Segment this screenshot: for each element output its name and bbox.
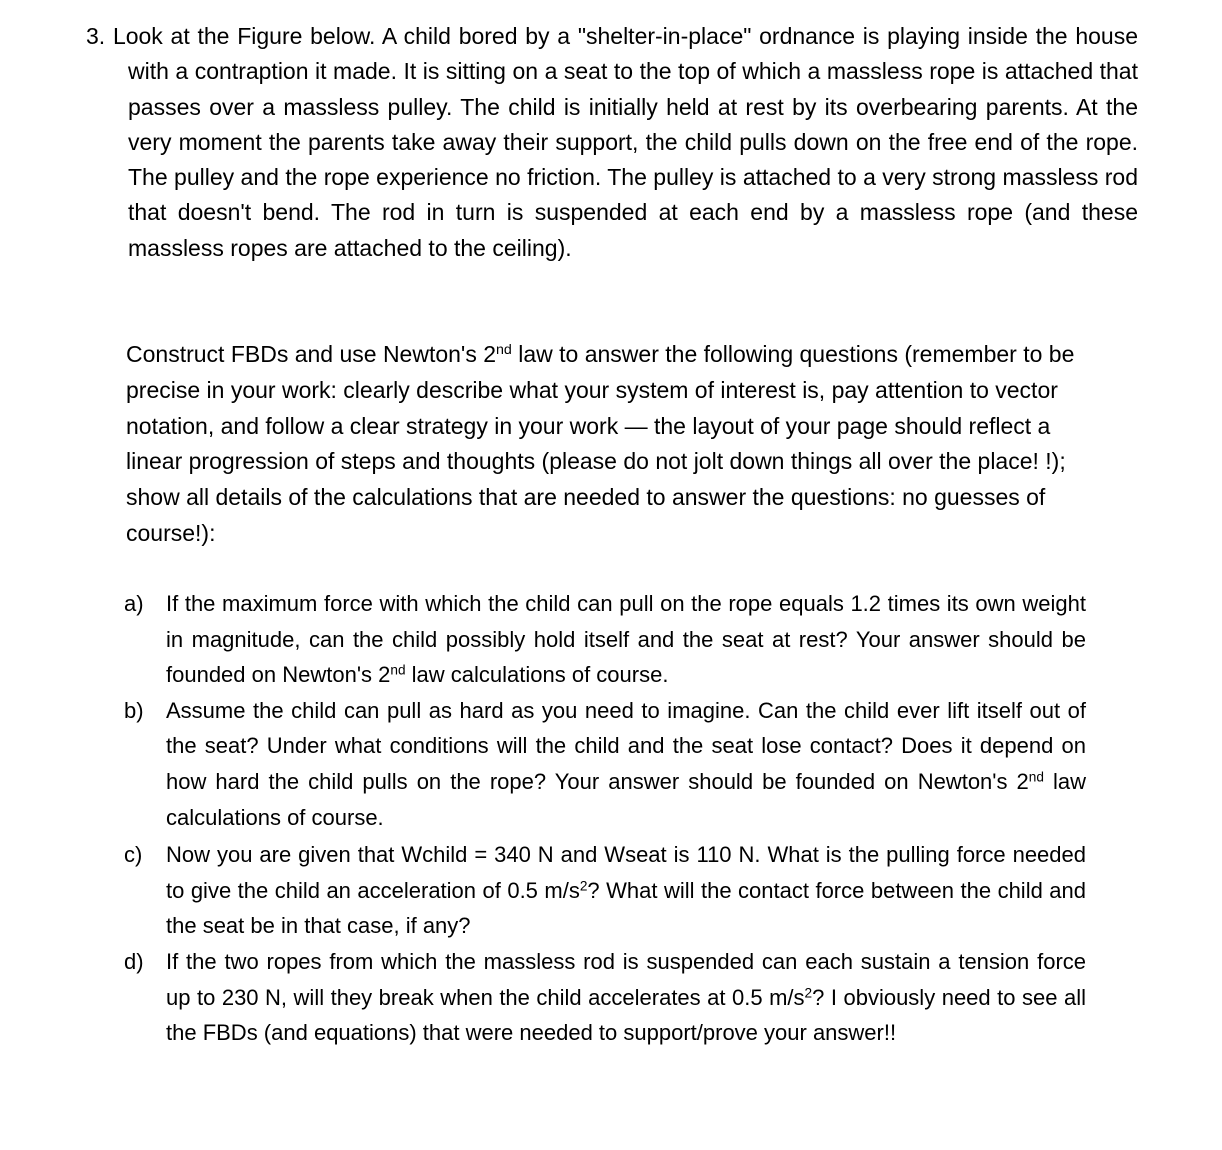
question-list bbox=[124, 586, 1086, 1051]
question-a-superscript: nd bbox=[390, 662, 406, 678]
problem-text: Look at the Figure below. A child bored by a "shelter-in-place" ordnance is playing inside the house with a contraption it made. It is sitting on a seat to the top of which a massless rope is attached that passes over a massless pulley. The child is initially held at rest by its overbearing parents. At the very moment the parents take away their support, the child pulls down on the free end of the rope. The pulley and the rope experience no friction. The pulley is attached to a very strong massless rod that doesn't bend. The rod in turn is suspended at each end by a massless rope (and these massless ropes are attached to the ceiling). bbox=[112, 23, 1138, 261]
question-b-text-1: Assume the child can pull as hard as you need to imagine. Can the child ever lift itself out of the seat? Under what conditions will the child and the seat lose contact? Does it depend on how hard the child pulls on the rope? Your answer should be founded on Newton's 2 bbox=[166, 697, 1086, 794]
question-d bbox=[124, 944, 1086, 1051]
question-a-text-1: If the maximum force with which the child can pull on the rope equals 1.2 times its own weight in magnitude, can the child possibly hold itself and the seat at rest? Your answer should be founded on Newton's 2 bbox=[166, 591, 1086, 688]
question-c-superscript: 2 bbox=[579, 878, 588, 894]
question-b-marker: b) bbox=[124, 697, 144, 723]
instructions-text-2: law to answer the following questions (remember to be precise in your work: clearly describe what your system of interest is, pay attention to vector notation, and follow a clear strategy in your work — the layout of your page should reflect a linear progression of steps and thoughts (please do not jolt down things all over the place! !); show all details of the calculations that are needed to answer the questions: no guesses of course!): bbox=[126, 341, 1075, 546]
problem-statement bbox=[86, 19, 1138, 266]
question-a bbox=[124, 586, 1086, 693]
instructions-text-1: Construct FBDs and use Newton's 2 bbox=[126, 341, 496, 367]
question-d-superscript: 2 bbox=[804, 985, 813, 1001]
question-d-marker: d) bbox=[124, 948, 144, 974]
instructions-paragraph bbox=[126, 337, 1094, 552]
question-b bbox=[124, 693, 1086, 835]
question-c-text-1: Now you are given that Wchild = 340 N and Wseat is 110 N. What is the pulling force needed to give the child an acceleration of 0.5 m/s bbox=[166, 842, 1086, 903]
question-b-superscript: nd bbox=[1028, 769, 1044, 785]
question-a-text-2: law calculations of course. bbox=[405, 662, 669, 688]
problem-number: 3. bbox=[86, 23, 106, 49]
question-c bbox=[124, 837, 1086, 944]
question-d-text-1: If the two ropes from which the massless rod is suspended can each sustain a tension force up to 230 N, will they break when the child accelerates at 0.5 m/s bbox=[166, 948, 1086, 1010]
instructions-superscript: nd bbox=[496, 342, 512, 359]
question-c-marker: c) bbox=[124, 842, 143, 868]
question-d-text-2: ? I obviously need to see all the FBDs (and equations) that were needed to support/prove your answer!! bbox=[166, 984, 1086, 1046]
question-c-text-2: ? What will the contact force between the child and the seat be in that case, if any? bbox=[166, 877, 1087, 939]
question-b-text-2: law calculations of course. bbox=[166, 768, 1086, 830]
question-a-marker: a) bbox=[124, 591, 144, 616]
